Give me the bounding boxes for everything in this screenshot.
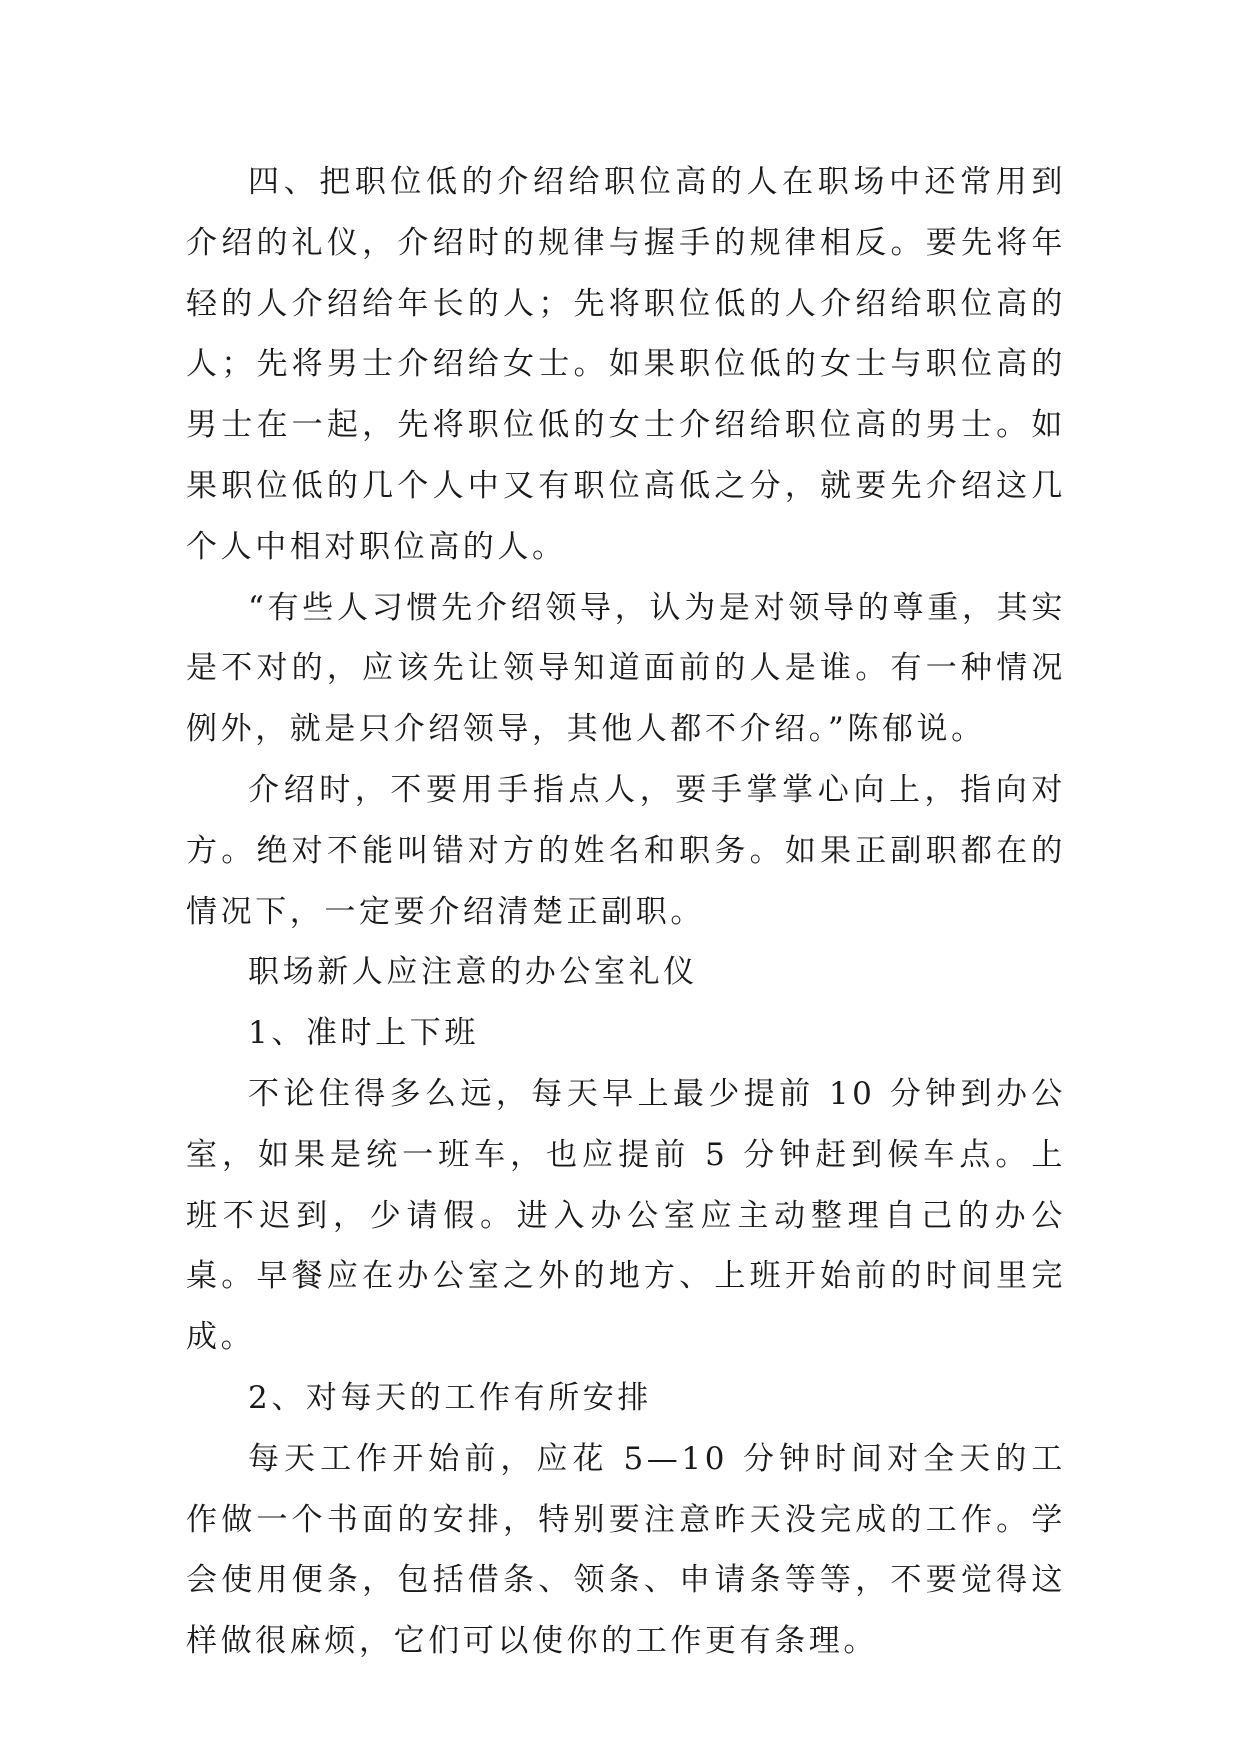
paragraph-daily-planning: 每天工作开始前，应花 5—10 分钟时间对全天的工作做一个书面的安排，特别要注意昨天没完成的工作。学会使用便条，包括借条、领条、申请条等等，不要觉得这样做很麻烦，它们可以使你的工作更有条理。 — [186, 1440, 1066, 1660]
paragraph-punctuality: 不论住得多么远，每天早上最少提前 10 分钟到办公室，如果是统一班车，也应提前 5 分钟赶到候车点。上班不迟到，少请假。进入办公室应主动整理自己的办公桌。早餐应在办公室之外的地方、上班开始前的时间里完成。 — [186, 1075, 1066, 1356]
paragraph-introduction-gestures: 介绍时，不要用手指点人，要手掌掌心向上，指向对方。绝对不能叫错对方的姓名和职务。如果正副职都在的情况下，一定要介绍清楚正副职。 — [186, 771, 1066, 930]
paragraph-introduction-order: 四、把职位低的介绍给职位高的人在职场中还常用到介绍的礼仪，介绍时的规律与握手的规律相反。要先将年轻的人介绍给年长的人；先将职位低的人介绍给职位高的人；先将男士介绍给女士。如果职位低的女士与职位高的男士在一起，先将职位低的女士介绍给职位高的男士。如果职位低的几个人中又有职位高低之分，就要先介绍这几个人中相对职位高的人。 — [186, 164, 1066, 565]
subheading-daily-planning: 2、对每天的工作有所安排 — [248, 1379, 652, 1416]
document-body — [186, 152, 1066, 1672]
subheading-punctuality: 1、准时上下班 — [248, 1015, 479, 1052]
section-heading-office-etiquette: 职场新人应注意的办公室礼仪 — [248, 954, 698, 991]
paragraph-quote-chen-yu: “有些人习惯先介绍领导，认为是对领导的尊重，其实是不对的，应该先让领导知道面前的人是谁。有一种情况例外，就是只介绍领导，其他人都不介绍。”陈郁说。 — [186, 589, 1066, 748]
